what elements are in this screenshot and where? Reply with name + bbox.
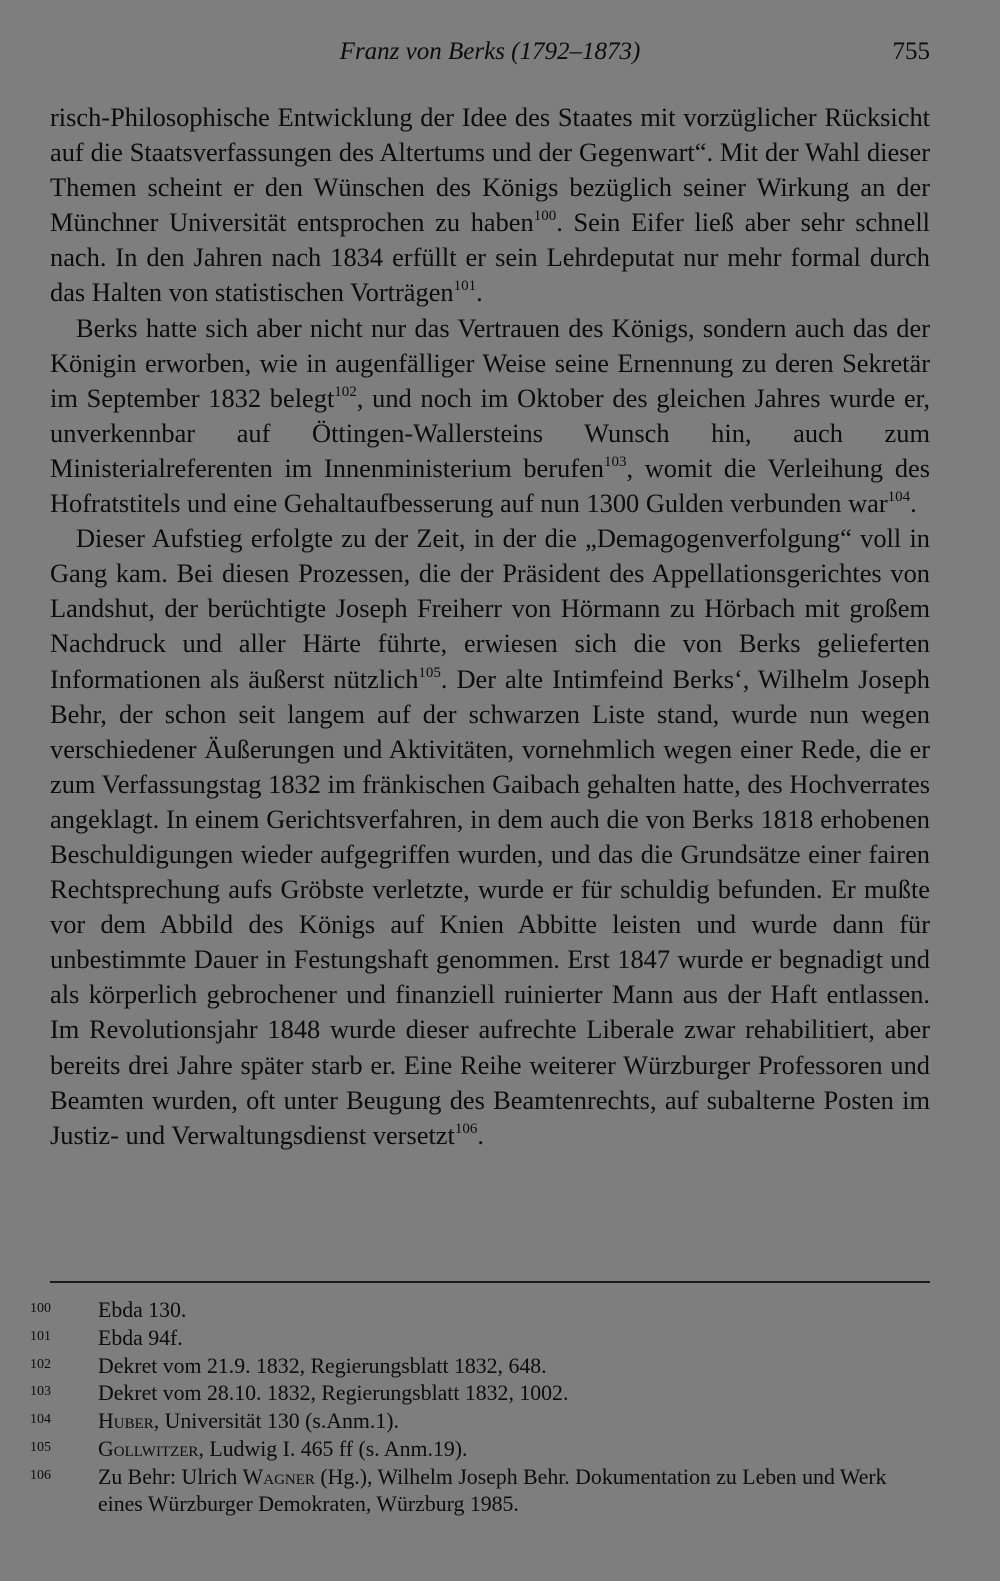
footnote-marker: 104: [887, 489, 911, 506]
text-run: Berks hatte sich aber nicht nur das Vertrauen des Königs, sondern auch das der Königin erworben, wie in augenfälliger Weise seine Ernennung zu deren Sekretär im September 1832 belegt: [50, 312, 930, 413]
page-header: [50, 38, 930, 72]
paragraph: [50, 521, 930, 1153]
running-title: Franz von Berks (1792–1873): [339, 38, 641, 65]
footnote: [30, 1296, 930, 1324]
footnote-number: 100: [30, 1301, 51, 1316]
text-run: . Der alte Intimfeind Berks‘, Wilhelm Joseph Behr, der schon seit langem auf der schwarzen Liste stand, wurde nun wegen verschiedener Äußerungen und Aktivitäten, vornehmlich wegen einer Rede, die er zum Verfassungstag 1832 im fränkischen Gaibach gehalten hatte, des Hochverrates angeklagt. In einem Gerichtsverfahren, in dem auch die von Berks 1818 erhobenen Beschuldigungen wieder aufgegriffen wurden, und das die Grundsätze einer fairen Rechtsprechung aufs Gröbste verletzte, wurde er für schuldig befunden. Er mußte vor dem Abbild des Königs auf Knien Abbitte leisten und wurde dann für unbestimmte Dauer in Festungshaft genommen. Erst 1847 wurde er begnadigt und als körperlich gebrochener und finanziell ruinierter Mann aus der Haft entlassen. Im Revolutionsjahr 1848 wurde dieser aufrechte Liberale zwar rehabilitiert, aber bereits drei Jahre später starb er. Eine Reihe weiterer Würzburger Professoren und Beamten wurden, oft unter Beugung des Beamtenrechts, auf subalterne Posten im Justiz- und Verwaltungsdienst versetzt: [50, 663, 930, 1150]
text-run: .: [476, 277, 483, 308]
text-run: . Sein Eifer ließ aber sehr schnell nach. In den Jahren nach 1834 erfüllt er sein Lehrdeputat nur mehr formal durch das Halten von statistischen Vorträgen: [50, 207, 930, 308]
footnote-number: 101: [30, 1328, 51, 1344]
text-run: Ebda 130.: [98, 1298, 187, 1322]
text-run: , womit die Verleihung des Hofratstitels und eine Gehaltaufbesserung auf nun 1300 Gulden verbunden war: [50, 452, 931, 519]
text-run: risch-Philosophische Entwicklung der Idee des Staates mit vorzüglicher Rücksicht auf die Staatsverfassungen des Altertums und der Gegenwart“. Mit der Wahl dieser Themen scheint er den Wünschen des Königs bezüglich seiner Wirkung an der Münchner Universität entsprochen zu haben: [50, 102, 930, 238]
footnote-number: 103: [30, 1384, 51, 1400]
text-run: Dieser Aufstieg erfolgte zu der Zeit, in der die „Demagogenverfolgung“ voll in Gang kam. Bei diesen Prozessen, die der Präsident des Appellationsgerichtes von Landshut, der berüchtigte Joseph Freiherr von Hörmann zu Hörbach mit großem Nachdruck und aller Härte führte, erwiesen sich die von Berks gelieferten Informationen als äußerst nützlich: [50, 523, 930, 694]
text-run: .: [910, 488, 917, 519]
footnote: [30, 1379, 930, 1407]
footnote-marker: 101: [453, 278, 477, 295]
text-run: Dekret vom 21.9. 1832, Regierungsblatt 1832, 648.: [98, 1353, 547, 1378]
footnote-divider: [50, 1281, 930, 1283]
page-number: 755: [892, 38, 930, 65]
footnote-number: 105: [30, 1439, 51, 1455]
footnote: [30, 1352, 930, 1380]
author-name: Wagner: [242, 1464, 315, 1489]
footnote: [30, 1407, 930, 1435]
author-name: Gollwitzer: [98, 1436, 199, 1461]
footnote-marker: 103: [603, 453, 627, 470]
text-run: .: [477, 1119, 484, 1150]
author-name: Huber: [98, 1409, 154, 1434]
text-run: Ebda 94f.: [98, 1325, 183, 1350]
footnote-marker: 106: [454, 1120, 478, 1137]
text-run: Zu Behr: Ulrich: [98, 1464, 243, 1489]
text-run: , und noch im Oktober des gleichen Jahres wurde er, unverkennbar auf Öttingen-Wallersteins Wunsch hin, auch zum Ministerialreferenten im Innenministerium berufen: [50, 382, 930, 483]
paragraph: [50, 311, 930, 522]
footnote-marker: 100: [533, 208, 557, 225]
body-text: [50, 100, 930, 1153]
paragraph: [50, 100, 930, 311]
footnote: [30, 1463, 930, 1518]
text-run: , Ludwig I. 465 ff (s. Anm.19).: [198, 1436, 468, 1461]
text-run: Dekret vom 28.10. 1832, Regierungsblatt 1832, 1002.: [98, 1381, 569, 1406]
footnotes: [30, 1296, 930, 1517]
footnote-number: 106: [30, 1467, 51, 1483]
footnote: [30, 1324, 930, 1352]
footnote-number: 104: [30, 1412, 51, 1428]
text-run: (Hg.), Wilhelm Joseph Behr. Dokumentation zu Leben und Werk eines Würzburger Demokraten, Würzburg 1985.: [98, 1464, 887, 1516]
text-run: , Universität 130 (s.Anm.1).: [153, 1409, 399, 1434]
footnote-marker: 102: [334, 383, 357, 400]
footnote-number: 102: [30, 1356, 51, 1372]
footnote: [30, 1435, 930, 1463]
footnote-marker: 105: [418, 664, 441, 681]
